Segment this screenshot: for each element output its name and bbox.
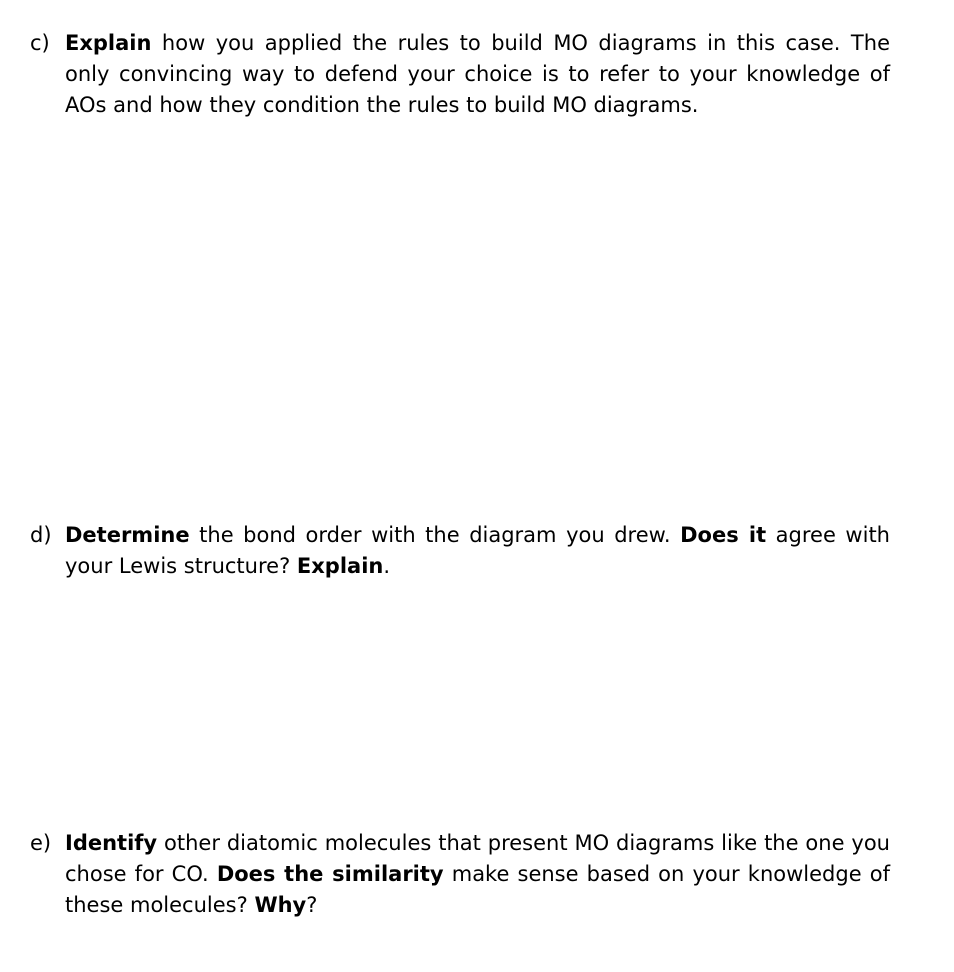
question-e-text-1: other diatomic molecules that present MO diagrams like the one you chose for CO. <box>65 831 890 886</box>
question-e-keyword-1: Identify <box>65 831 158 855</box>
question-d-marker: d) <box>30 523 52 547</box>
question-e-text <box>65 828 890 921</box>
question-d-keyword-1: Determine <box>65 523 190 547</box>
question-d <box>30 520 890 582</box>
question-c-text-1: how you applied the rules to build MO diagrams in this case. The only convincing way to defend your choice is to refer to your knowledge of AOs and how they condition the rules to build MO diagrams. <box>65 31 890 117</box>
question-e-keyword-3: Why <box>254 893 307 917</box>
question-e-keyword-2: Does the similarity <box>216 862 444 886</box>
question-d-keyword-3: Explain <box>296 554 384 578</box>
question-d-text-3: . <box>383 554 391 578</box>
question-e <box>30 828 890 921</box>
question-d-text-2: agree with your Lewis structure? <box>65 523 890 578</box>
question-c <box>30 28 890 121</box>
question-c-keyword: Explain <box>65 31 152 55</box>
question-d-text-1: the bond order with the diagram you drew. <box>189 523 681 547</box>
question-c-text <box>65 28 890 121</box>
question-c-marker: c) <box>30 31 50 55</box>
question-d-keyword-2: Does it <box>680 523 767 547</box>
question-e-marker: e) <box>30 831 52 855</box>
question-d-text <box>65 520 890 582</box>
question-e-text-2: make sense based on your knowledge of these molecules? <box>65 862 890 917</box>
question-e-text-3: ? <box>306 893 318 917</box>
